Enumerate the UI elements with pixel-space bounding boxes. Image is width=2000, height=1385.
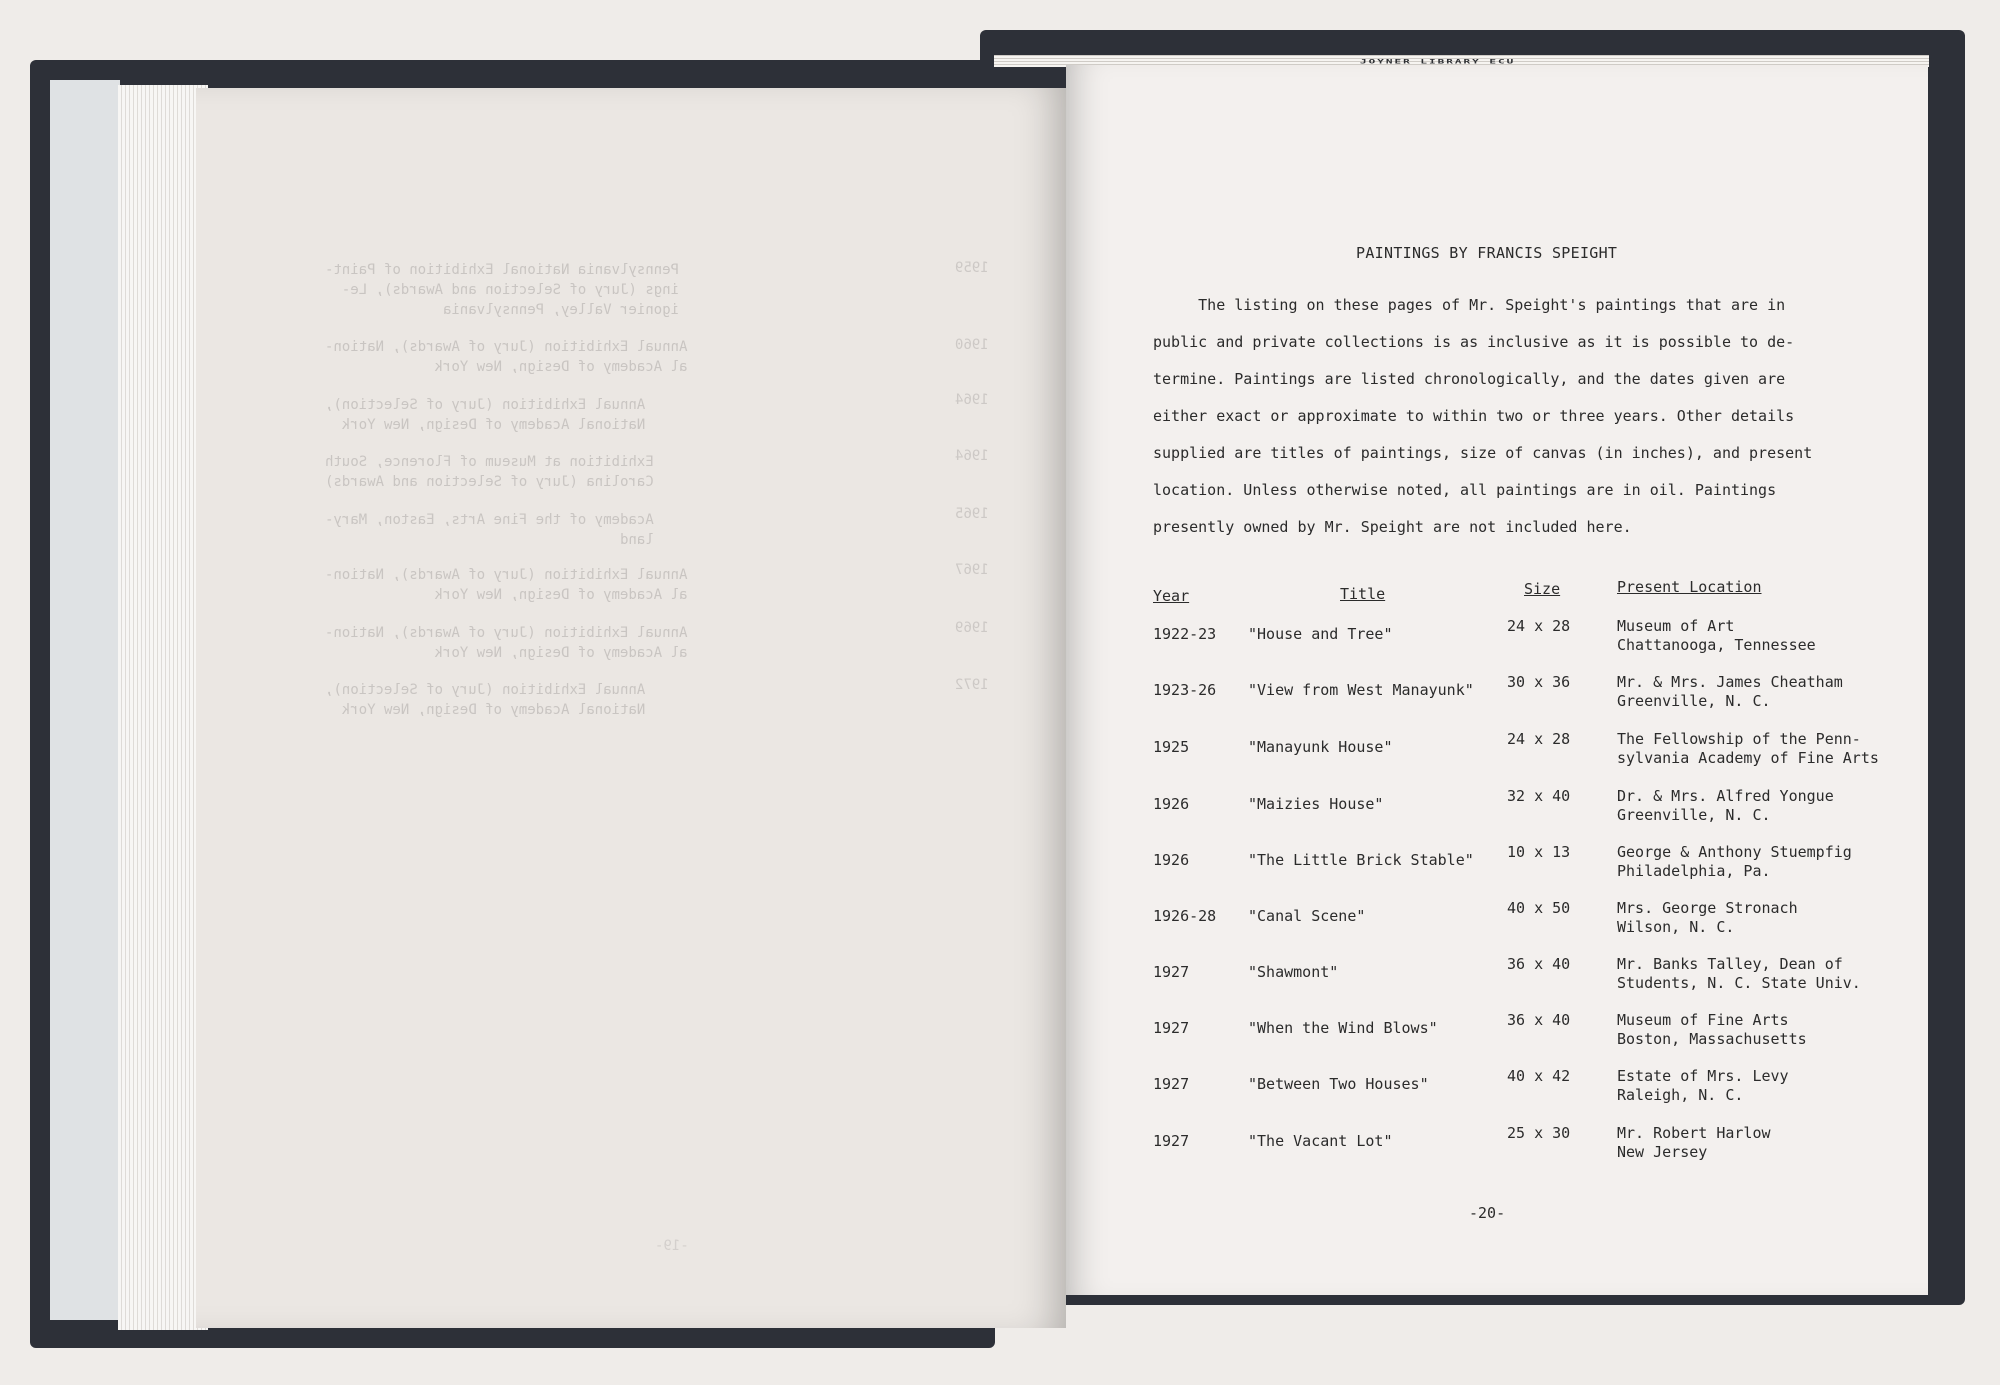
- table-row: [1153, 730, 1913, 780]
- row-location: Museum of Fine Arts Boston, Massachusetts: [1617, 1011, 1807, 1048]
- header-size: Size: [1524, 580, 1561, 598]
- bleed-year: 1967: [955, 562, 989, 578]
- intro-line: location. Unless otherwise noted, all paintings are in oil. Paintings: [1153, 481, 1777, 499]
- table-row: [1153, 1067, 1913, 1117]
- bleed-year: 1964: [955, 392, 989, 408]
- row-location: Mrs. George Stronach Wilson, N. C.: [1617, 899, 1798, 936]
- row-size: 36 x 40: [1507, 1011, 1571, 1029]
- row-year: 1926: [1153, 795, 1190, 813]
- row-title: "Maizies House": [1248, 795, 1384, 813]
- bleed-text: Annual Exhibition (Jury of Awards), Nation- al Academy of Design, New York: [325, 567, 688, 603]
- page-title: PAINTINGS BY FRANCIS SPEIGHT: [1356, 244, 1618, 262]
- page-edges-left: [118, 85, 208, 1330]
- row-year: 1926: [1153, 851, 1190, 869]
- row-location: Estate of Mrs. Levy Raleigh, N. C.: [1617, 1067, 1789, 1104]
- intro-paragraph: [1153, 296, 1913, 555]
- row-size: 32 x 40: [1507, 787, 1571, 805]
- table-row: [1153, 899, 1913, 949]
- row-title: "House and Tree": [1248, 625, 1393, 643]
- header-year: Year: [1153, 587, 1190, 605]
- intro-line: termine. Paintings are listed chronologically, and the dates given are: [1153, 370, 1786, 388]
- row-title: "View from West Manayunk": [1248, 681, 1474, 699]
- row-title: "Manayunk House": [1248, 738, 1393, 756]
- bleed-year: 1964: [955, 448, 989, 464]
- table-row: [1153, 787, 1913, 837]
- intro-line: either exact or approximate to within two or three years. Other details: [1153, 407, 1795, 425]
- row-title: "The Little Brick Stable": [1248, 851, 1474, 869]
- row-size: 24 x 28: [1507, 730, 1571, 748]
- bleed-text: Exhibition at Museum of Florence, South Carolina (Jury of Selection and Awards): [325, 454, 654, 490]
- bleed-text: Academy of the Fine Arts, Easton, Mary- land: [325, 512, 654, 548]
- row-year: 1927: [1153, 1019, 1190, 1037]
- row-title: "Canal Scene": [1248, 907, 1366, 925]
- row-year: 1926-28: [1153, 907, 1217, 925]
- library-stamp: JOYNER LIBRARY ECU: [1360, 58, 1516, 66]
- bleed-year: 1972: [955, 677, 989, 693]
- row-size: 36 x 40: [1507, 955, 1571, 973]
- bleed-text: Annual Exhibition (Jury of Awards), Nation- al Academy of Design, New York: [325, 625, 688, 661]
- bleed-year: 1959: [955, 260, 989, 276]
- row-year: 1923-26: [1153, 681, 1217, 699]
- row-year: 1927: [1153, 1132, 1190, 1150]
- row-location: Mr. Banks Talley, Dean of Students, N. C. State Univ.: [1617, 955, 1861, 992]
- row-year: 1927: [1153, 963, 1190, 981]
- bleed-text: Pennsylvania National Exhibition of Paint- ings (Jury of Selection and Awards), Le- igonier Valley, Pennsylvania: [325, 262, 680, 318]
- row-location: The Fellowship of the Penn- sylvania Academy of Fine Arts: [1617, 730, 1879, 767]
- intro-line: public and private collections is as inclusive as it is possible to de-: [1153, 333, 1795, 351]
- intro-line: presently owned by Mr. Speight are not included here.: [1153, 518, 1632, 536]
- row-location: Museum of Art Chattanooga, Tennessee: [1617, 617, 1816, 654]
- tissue-strip: [50, 80, 120, 1320]
- intro-line: The listing on these pages of Mr. Speight's paintings that are in: [1153, 296, 1786, 314]
- row-size: 10 x 13: [1507, 843, 1571, 861]
- header-title: Title: [1340, 585, 1386, 603]
- table-row: [1153, 955, 1913, 1005]
- row-size: 24 x 28: [1507, 617, 1571, 635]
- row-title: "The Vacant Lot": [1248, 1132, 1393, 1150]
- row-location: Mr. & Mrs. James Cheatham Greenville, N. C.: [1617, 673, 1843, 710]
- row-location: Dr. & Mrs. Alfred Yongue Greenville, N. C.: [1617, 787, 1834, 824]
- header-location: Present Location: [1617, 578, 1762, 596]
- row-location: George & Anthony Stuempfig Philadelphia, Pa.: [1617, 843, 1852, 880]
- row-size: 25 x 30: [1507, 1124, 1571, 1142]
- row-year: 1925: [1153, 738, 1190, 756]
- row-size: 40 x 42: [1507, 1067, 1571, 1085]
- table-row: [1153, 617, 1913, 667]
- row-year: 1922-23: [1153, 625, 1217, 643]
- row-year: 1927: [1153, 1075, 1190, 1093]
- bleed-text: Annual Exhibition (Jury of Awards), Nation- al Academy of Design, New York: [325, 339, 688, 375]
- table-row: [1153, 1011, 1913, 1061]
- bleed-year: 1960: [955, 337, 989, 353]
- table-row: [1153, 843, 1913, 893]
- intro-line: supplied are titles of paintings, size of canvas (in inches), and present: [1153, 444, 1813, 462]
- row-title: "Shawmont": [1248, 963, 1339, 981]
- bleed-text: Annual Exhibition (Jury of Selection), National Academy of Design, New York: [325, 682, 646, 718]
- row-size: 30 x 36: [1507, 673, 1571, 691]
- table-row: [1153, 1124, 1913, 1174]
- bleed-year: 1969: [955, 620, 989, 636]
- row-location: Mr. Robert Harlow New Jersey: [1617, 1124, 1771, 1161]
- table-row: [1153, 673, 1913, 723]
- page-number: -20-: [1469, 1204, 1506, 1222]
- bleed-text: Annual Exhibition (Jury of Selection), National Academy of Design, New York: [325, 397, 646, 433]
- row-size: 40 x 50: [1507, 899, 1571, 917]
- row-title: "When the Wind Blows": [1248, 1019, 1438, 1037]
- row-title: "Between Two Houses": [1248, 1075, 1429, 1093]
- left-page-number: -19-: [655, 1238, 689, 1254]
- bleed-year: 1965: [955, 506, 989, 522]
